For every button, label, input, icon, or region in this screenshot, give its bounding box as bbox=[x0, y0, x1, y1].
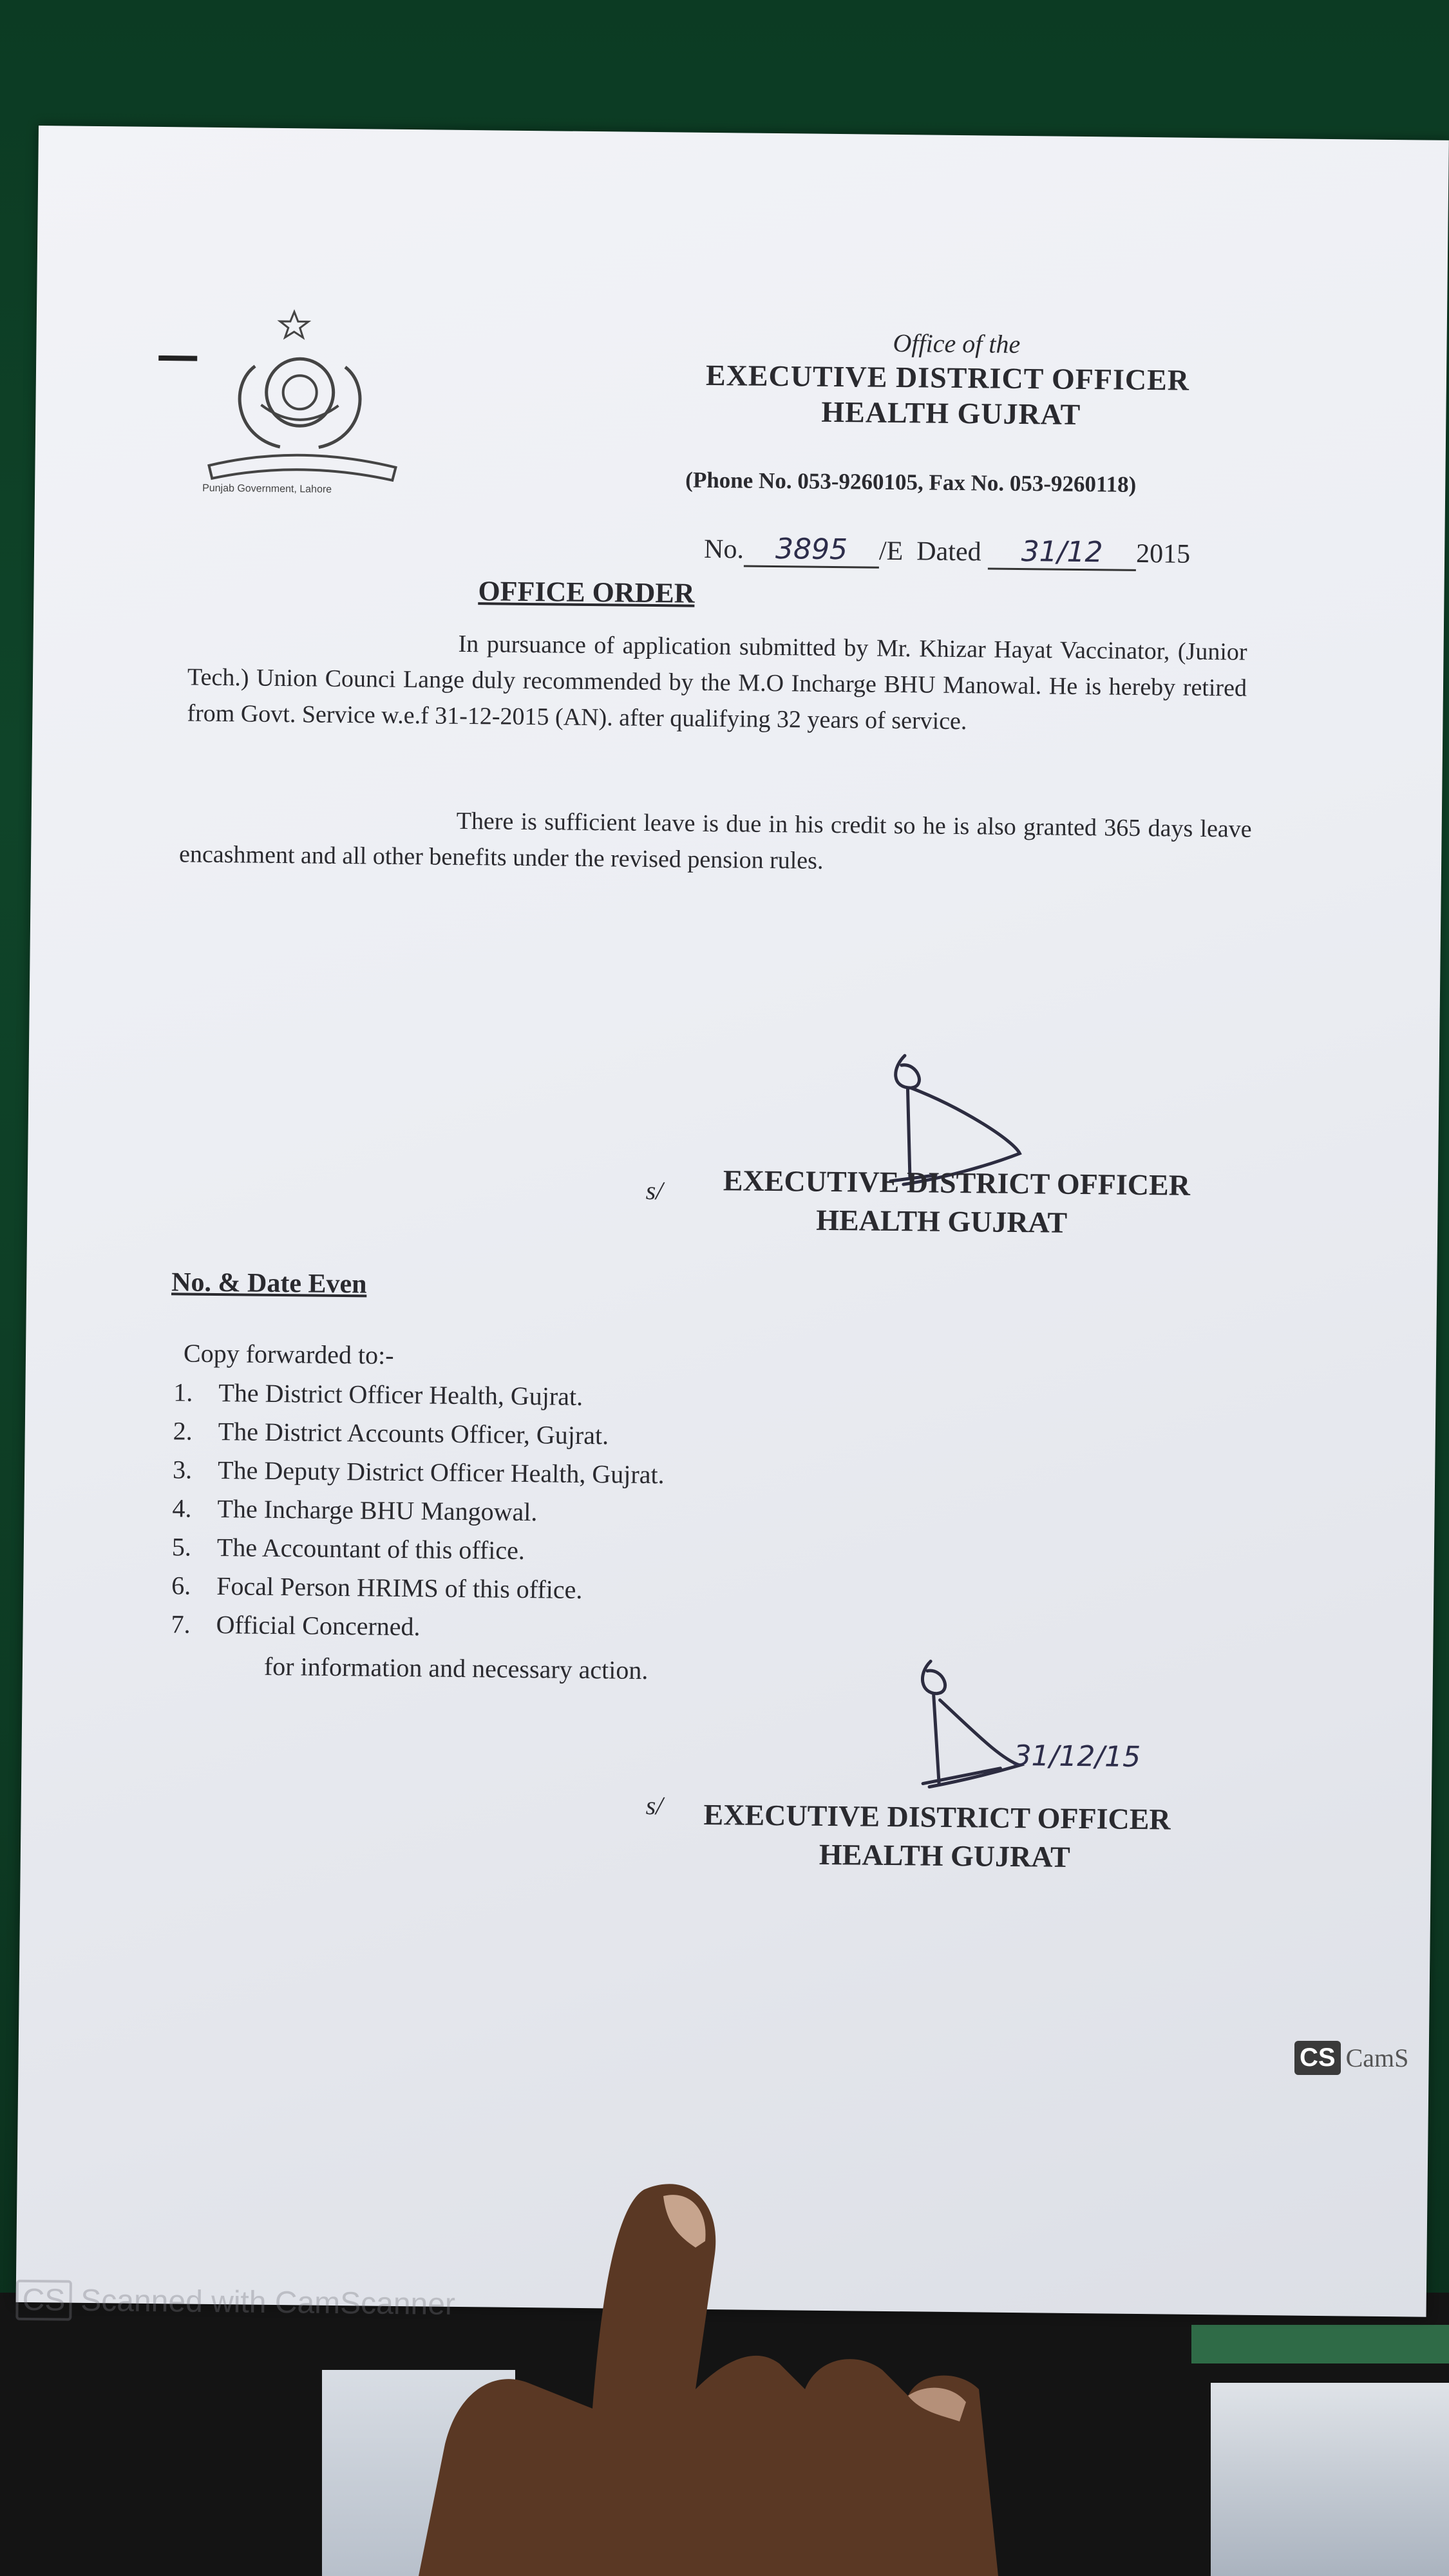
no-date-even-heading: No. & Date Even bbox=[171, 1267, 367, 1300]
camscanner-watermark bbox=[15, 2280, 455, 2325]
signature2-date: 31/12/15 bbox=[1013, 1739, 1141, 1774]
header-phone-fax: (Phone No. 053-9260105, Fax No. 053-9260118) bbox=[685, 467, 1137, 497]
list-item: 1. The District Officer Health, Gujrat. bbox=[173, 1378, 583, 1411]
ref-dated-label: Dated bbox=[916, 536, 981, 567]
watermark-cs-icon: CS bbox=[15, 2280, 71, 2321]
header-title-line2: HEALTH GUJRAT bbox=[821, 395, 1081, 431]
ref-date-value: 31/12 bbox=[1021, 535, 1103, 569]
ref-no-label: No. bbox=[703, 534, 744, 565]
ref-suffix: /E bbox=[878, 536, 904, 567]
signature2-title-line2: HEALTH GUJRAT bbox=[819, 1837, 1071, 1873]
cs-logo-icon: CS bbox=[1294, 2041, 1341, 2075]
list-item: 6. Focal Person HRIMS of this office. bbox=[171, 1571, 583, 1604]
ref-no-value: 3895 bbox=[775, 533, 848, 567]
document-page bbox=[16, 126, 1449, 2322]
signature2-title-line1: EXECUTIVE DISTRICT OFFICER bbox=[703, 1797, 1171, 1836]
list-item: 4. The Incharge BHU Mangowal. bbox=[172, 1493, 538, 1527]
hand-holding-paper bbox=[419, 2177, 1256, 2576]
ref-year: 2015 bbox=[1135, 538, 1191, 569]
order-paragraph-1: In pursuance of application submitted by Mr. Khizar Hayat Vaccinator, (Junior Tech.) Union Counci Lange duly recommended by the M.O Incharge BHU Manowal. He is hereby retired from Govt. Service w.e.f 31-12-2015 (AN). after qualifying 32 years of service. bbox=[187, 630, 1247, 735]
copy-recipient-list bbox=[171, 1373, 665, 1649]
list-item: 5. The Accountant of this office. bbox=[171, 1532, 526, 1566]
office-order-heading: OFFICE ORDER bbox=[478, 575, 695, 609]
camscanner-badge bbox=[1294, 2035, 1408, 2080]
order-paragraph-2: There is sufficient leave is due in his credit so he is also granted 365 days leave encashment and all other benefits under the revised pension rules. bbox=[178, 807, 1252, 875]
watermark-text: Scanned with CamScanner bbox=[80, 2283, 456, 2322]
cs-badge-text: CamS bbox=[1345, 2043, 1409, 2072]
signature1-title-line1: EXECUTIVE DISTRICT OFFICER bbox=[723, 1164, 1191, 1202]
header-title-line1: EXECUTIVE DISTRICT OFFICER bbox=[705, 358, 1190, 397]
handwritten-signature-2 bbox=[904, 1654, 1175, 1812]
list-item: 7. Official Concerned. bbox=[171, 1609, 421, 1642]
government-emblem-icon bbox=[183, 294, 423, 497]
list-item: 2. The District Accounts Officer, Gujrat. bbox=[173, 1416, 609, 1450]
copy-footer-text: for information and necessary action. bbox=[263, 1651, 649, 1685]
signature2-mark: s/ bbox=[645, 1791, 663, 1821]
list-item: 3. The Deputy District Officer Health, Gujrat. bbox=[172, 1455, 665, 1490]
header-office-of: Office of the bbox=[893, 328, 1021, 359]
emblem-caption: Punjab Government, Lahore bbox=[202, 482, 332, 495]
signature1-mark: s/ bbox=[645, 1175, 663, 1206]
copy-forwarded-intro: Copy forwarded to:- bbox=[183, 1338, 394, 1370]
reference-line bbox=[704, 532, 1190, 572]
signature1-title-line2: HEALTH GUJRAT bbox=[816, 1203, 1068, 1239]
